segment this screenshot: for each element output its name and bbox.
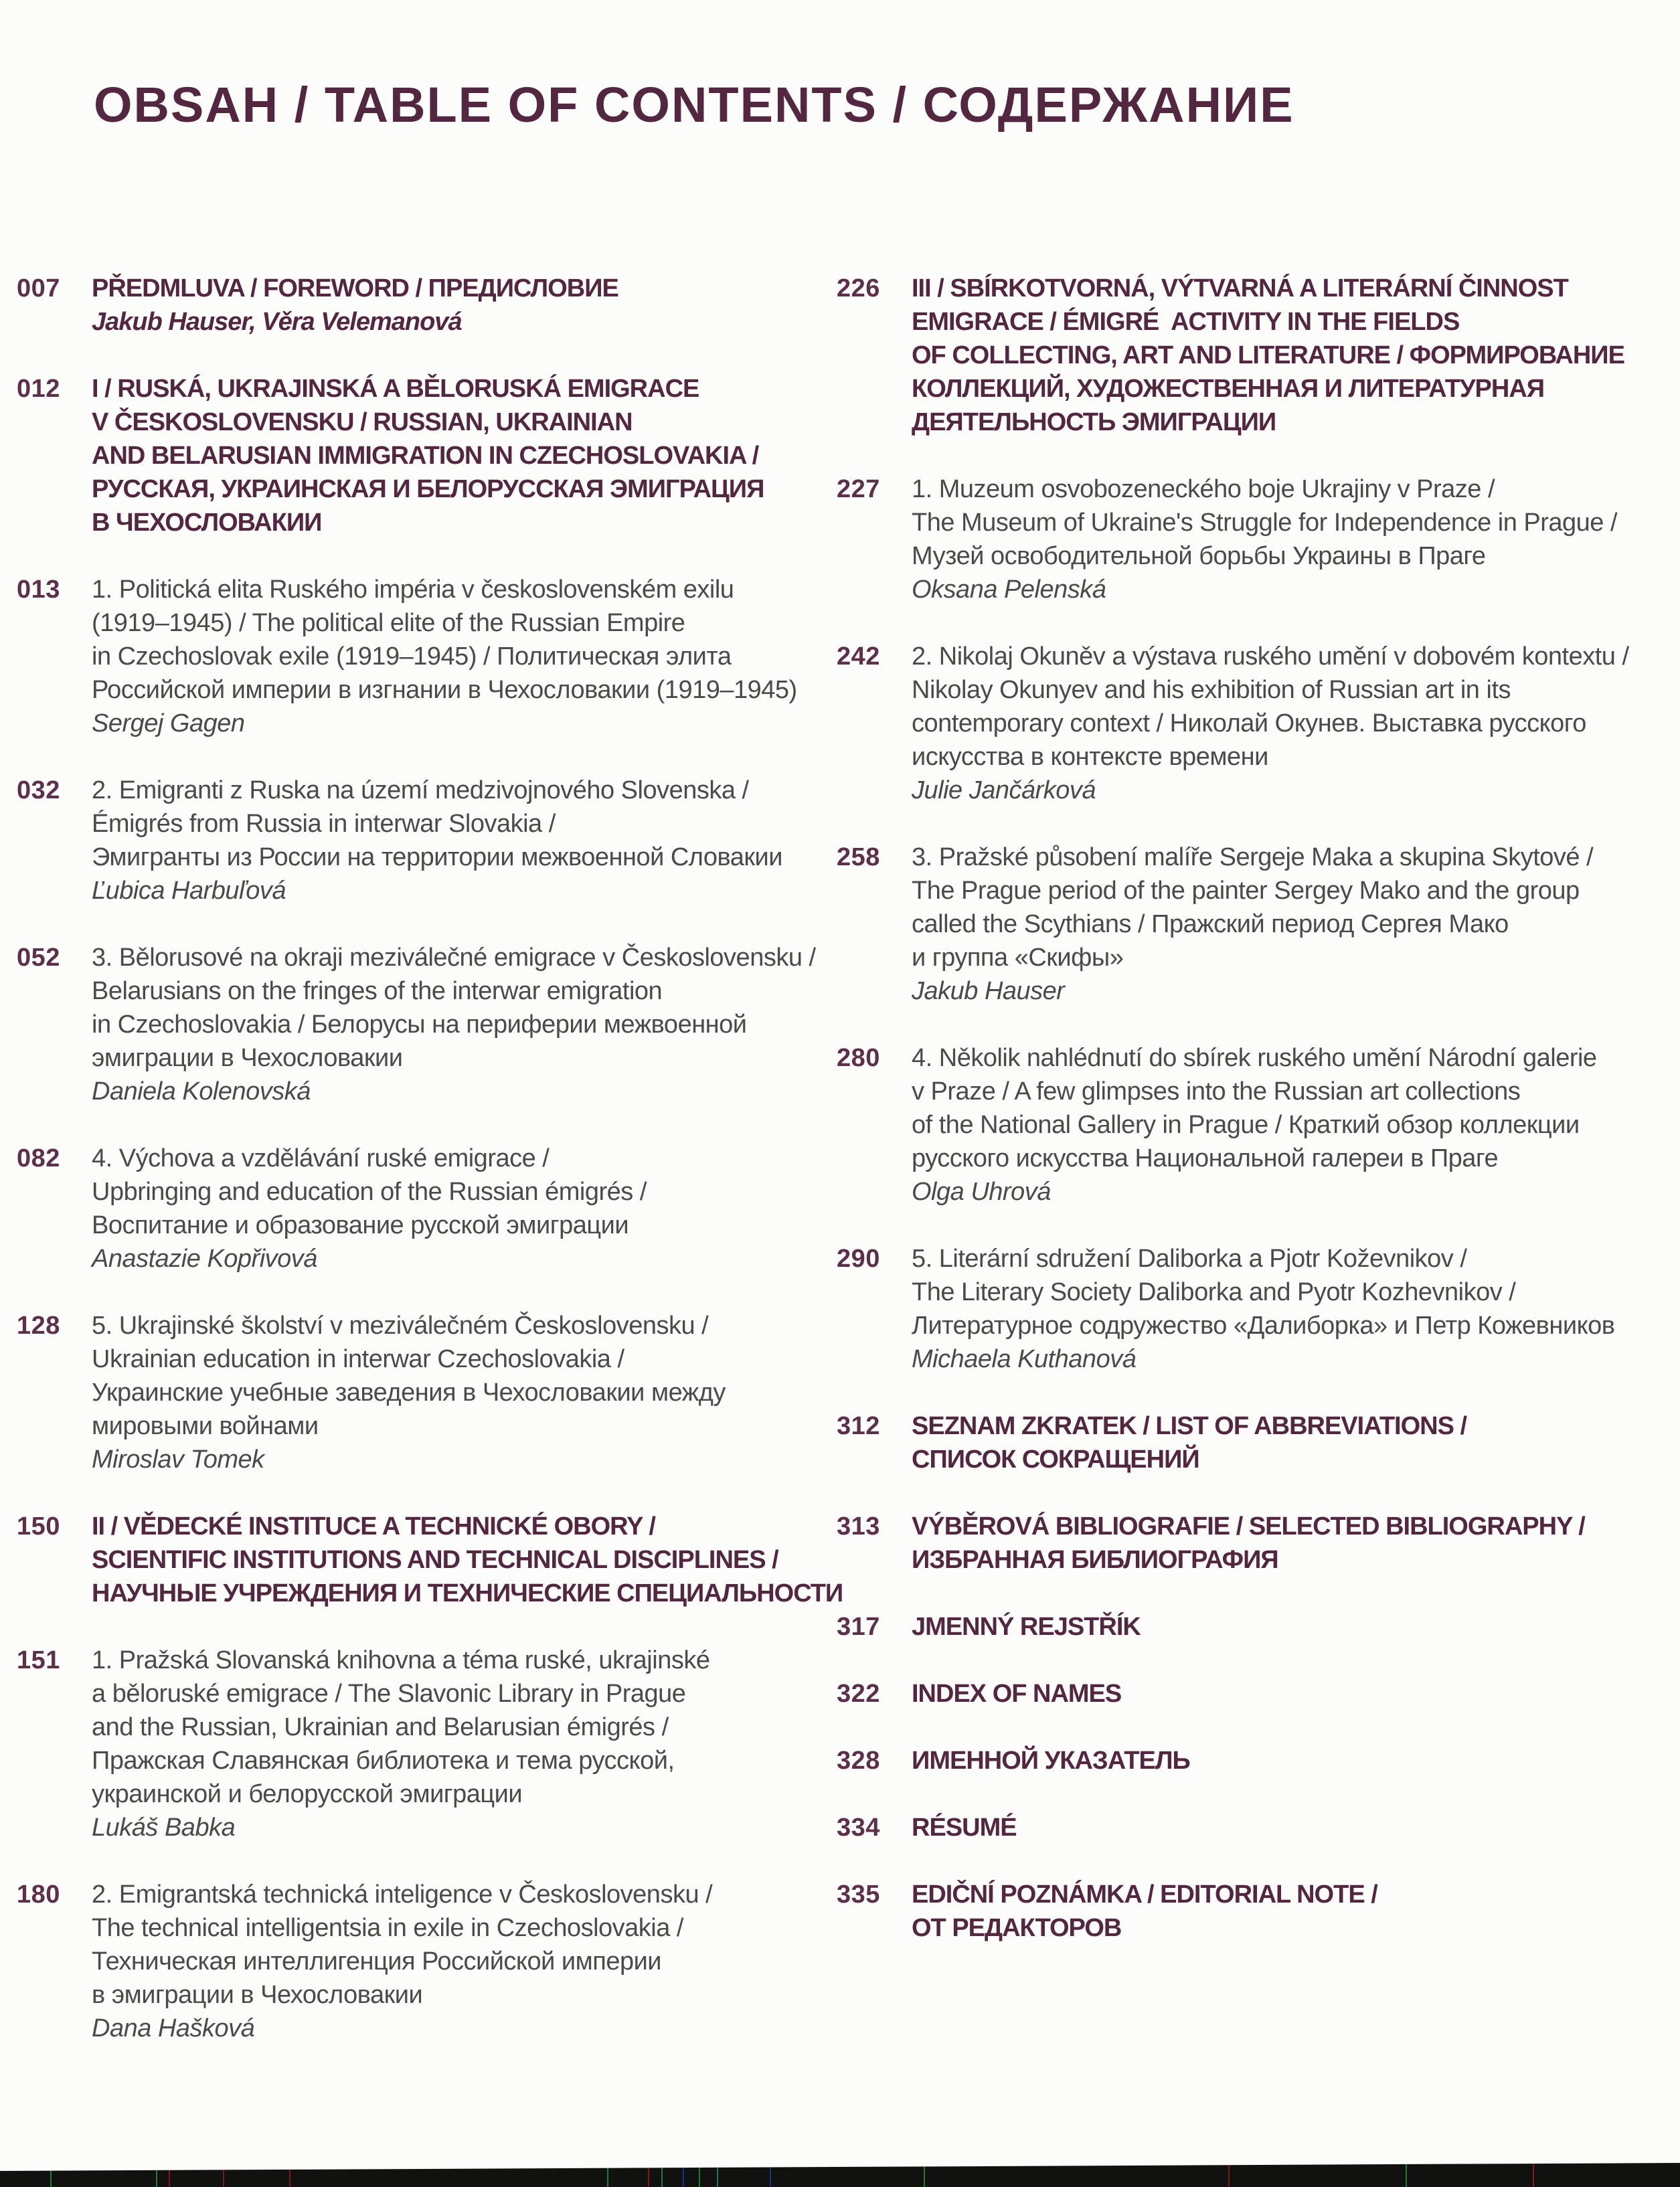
entry-line: Музей освободительной борьбы Украины в Праге	[912, 542, 1486, 570]
page-number: 013	[17, 576, 60, 604]
entry-line: 2. Nikolaj Okuněv a výstava ruského umění v dobovém kontextu /	[912, 642, 1629, 671]
scan-artifact-line	[717, 2160, 718, 2187]
toc-entry-007	[17, 272, 827, 339]
entry-line: INDEX OF NAMES	[912, 1680, 1122, 1708]
entry-line: 3. Bělorusové na okraji meziválečné emigrace v Československu /	[92, 944, 816, 972]
entry-line: OF COLLECTING, ART AND LITERATURE / ФОРМИРОВАНИЕ	[912, 341, 1624, 369]
entry-line: украинской и белорусской эмиграции	[92, 1780, 523, 1808]
scan-artifact-line	[770, 2160, 771, 2187]
entry-author: Olga Uhrová	[912, 1178, 1051, 1206]
scan-strip	[0, 2160, 1680, 2187]
toc-entry-013	[17, 573, 827, 740]
entry-line: AND BELARUSIAN IMMIGRATION IN CZECHOSLOVAKIA /	[92, 442, 759, 470]
scan-artifact-line	[1406, 2160, 1407, 2187]
toc-entry-227	[837, 472, 1653, 606]
toc-entry-322	[837, 1677, 1653, 1711]
scan-artifact-line	[289, 2160, 290, 2187]
entry-text	[912, 1510, 1585, 1577]
entry-line: Воспитание и образование русской эмиграции	[92, 1211, 629, 1239]
entry-line: РУССКАЯ, УКРАИНСКАЯ И БЕЛОРУССКАЯ ЭМИГРАЦИЯ	[92, 475, 764, 503]
toc-entry-290	[837, 1242, 1653, 1376]
toc-entry-052	[17, 941, 827, 1108]
toc-entry-151	[17, 1644, 827, 1844]
entry-author: Anastazie Kopřivová	[92, 1245, 317, 1273]
page-number: 317	[837, 1613, 880, 1641]
scan-artifact-line	[1533, 2160, 1534, 2187]
scan-artifact-line	[699, 2160, 700, 2187]
scan-artifact-line	[1228, 2160, 1230, 2187]
entry-line: Пражская Славянская библиотека и тема русской,	[92, 1747, 675, 1775]
page-number: 226	[837, 274, 880, 302]
entry-text	[912, 1811, 1017, 1844]
entry-line: in Czechoslovak exile (1919–1945) / Политическая элита	[92, 642, 732, 671]
entry-author: Jakub Hauser, Věra Velemanová	[92, 308, 462, 336]
entry-line: (1919–1945) / The political elite of the Russian Empire	[92, 609, 685, 637]
entry-line: 1. Politická elita Ruského impéria v československém exilu	[92, 576, 734, 604]
page-number: 151	[17, 1646, 60, 1674]
toc-entry-312	[837, 1409, 1653, 1476]
entry-line: The Museum of Ukraine's Struggle for Independence in Prague /	[912, 509, 1618, 537]
page-number: 227	[837, 475, 880, 503]
entry-line: и группа «Скифы»	[912, 944, 1124, 972]
scan-artifact-line	[607, 2160, 608, 2187]
entry-line: 4. Několik nahlédnutí do sbírek ruského umění Národní galerie	[912, 1044, 1597, 1072]
entry-line: Российской империи в изгнании в Чехословакии (1919–1945)	[92, 676, 797, 704]
entry-text	[92, 941, 816, 1108]
entry-line: VÝBĚROVÁ BIBLIOGRAFIE / SELECTED BIBLIOGRAPHY /	[912, 1512, 1585, 1541]
entry-text	[912, 272, 1624, 439]
entry-line: ИМЕННОЙ УКАЗАТЕЛЬ	[912, 1747, 1190, 1775]
entry-line: v Praze / A few glimpses into the Russian art collections	[912, 1077, 1521, 1106]
page-number: 313	[837, 1512, 880, 1541]
entry-line: of the National Gallery in Prague / Краткий обзор коллекции	[912, 1111, 1580, 1139]
entry-text	[92, 1510, 843, 1610]
toc-entry-328	[837, 1744, 1653, 1777]
entry-text	[912, 1242, 1614, 1376]
toc-columns	[17, 272, 1653, 2079]
entry-line: The technical intelligentsia in exile in Czechoslovakia /	[92, 1914, 683, 1942]
entry-line: 3. Pražské působení malíře Sergeje Maka a skupina Skytové /	[912, 843, 1594, 871]
scan-artifact-line	[648, 2160, 649, 2187]
page-number: 242	[837, 642, 880, 671]
page-number: 052	[17, 944, 60, 972]
entry-author: Daniela Kolenovská	[92, 1077, 311, 1106]
page-number: 007	[17, 274, 60, 302]
page-number: 322	[837, 1680, 880, 1708]
entry-line: 5. Ukrajinské školství v meziválečném Československu /	[92, 1312, 709, 1340]
entry-line: мировыми войнами	[92, 1412, 319, 1440]
entry-line: 1. Muzeum osvobozeneckého boje Ukrajiny v Praze /	[912, 475, 1495, 503]
entry-author: Miroslav Tomek	[92, 1446, 264, 1474]
toc-entry-180	[17, 1878, 827, 2045]
entry-text	[92, 774, 782, 907]
toc-entry-258	[837, 841, 1653, 1008]
entry-line: in Czechoslovakia / Белорусы на периферии межвоенной	[92, 1011, 747, 1039]
page-number: 334	[837, 1814, 880, 1842]
entry-line: 5. Literární sdružení Daliborka a Pjotr Koževnikov /	[912, 1245, 1467, 1273]
entry-line: and the Russian, Ukrainian and Belarusian émigrés /	[92, 1713, 669, 1741]
entry-line: Литературное содружество «Далиборка» и Петр Кожевников	[912, 1312, 1615, 1340]
entry-line: 2. Emigranti z Ruska na území medzivojnového Slovenska /	[92, 776, 749, 804]
toc-entry-032	[17, 774, 827, 907]
entry-line: КОЛЛЕКЦИЙ, ХУДОЖЕСТВЕННАЯ И ЛИТЕРАТУРНАЯ	[912, 375, 1545, 403]
entry-line: искусства в контексте времени	[912, 743, 1268, 771]
entry-author: Lukáš Babka	[92, 1814, 236, 1842]
entry-author: Jakub Hauser	[912, 977, 1065, 1005]
entry-line: Эмигранты из России на территории межвоенной Словакии	[92, 843, 783, 871]
page-number: 312	[837, 1412, 880, 1440]
entry-text	[912, 1409, 1466, 1476]
entry-line: НАУЧНЫЕ УЧРЕЖДЕНИЯ И ТЕХНИЧЕСКИЕ СПЕЦИАЛЬНОСТИ	[92, 1579, 843, 1607]
toc-entry-082	[17, 1142, 827, 1276]
toc-column-left	[17, 272, 843, 2079]
entry-line: II / VĚDECKÉ INSTITUCE A TECHNICKÉ OBORY /	[92, 1512, 655, 1541]
entry-line: Техническая интеллигенция Российской империи	[92, 1947, 662, 1976]
entry-text	[92, 272, 618, 339]
entry-line: PŘEDMLUVA / FOREWORD / ПРЕДИСЛОВИЕ	[92, 274, 618, 302]
page-number: 128	[17, 1312, 60, 1340]
entry-line: ОТ РЕДАКТОРОВ	[912, 1914, 1122, 1942]
page-number: 150	[17, 1512, 60, 1541]
entry-text	[92, 573, 797, 740]
toc-entry-280	[837, 1041, 1653, 1209]
entry-author: Sergej Gagen	[92, 709, 245, 737]
entry-line: 2. Emigrantská technická inteligence v Československu /	[92, 1880, 713, 1909]
entry-author: Oksana Pelenská	[912, 576, 1106, 604]
entry-line: Belarusians on the fringes of the interwar emigration	[92, 977, 663, 1005]
entry-line: EDIČNÍ POZNÁMKA / EDITORIAL NOTE /	[912, 1880, 1377, 1909]
entry-line: эмиграции в Чехословакии	[92, 1044, 403, 1072]
entry-author: Michaela Kuthanová	[912, 1345, 1137, 1373]
toc-entry-150	[17, 1510, 843, 1610]
entry-line: EMIGRACE / ÉMIGRÉ ACTIVITY IN THE FIELDS	[912, 308, 1460, 336]
entry-text	[912, 1610, 1141, 1644]
entry-line: SCIENTIFIC INSTITUTIONS AND TECHNICAL DISCIPLINES /	[92, 1546, 778, 1574]
entry-line: В ЧЕХОСЛОВАКИИ	[92, 509, 322, 537]
scan-artifact-line	[223, 2160, 224, 2187]
entry-line: JMENNÝ REJSTŘÍK	[912, 1613, 1141, 1641]
entry-text	[912, 1041, 1597, 1209]
entry-author: Ľubica Harbuľová	[92, 877, 286, 905]
entry-line: contemporary context / Николай Окунев. Выставка русского	[912, 709, 1586, 737]
entry-line: I / RUSKÁ, UKRAJINSKÁ A BĚLORUSKÁ EMIGRACE	[92, 375, 699, 403]
entry-line: ИЗБРАННАЯ БИБЛИОГРАФИЯ	[912, 1546, 1278, 1574]
entry-line: СПИСОК СОКРАЩЕНИЙ	[912, 1446, 1199, 1474]
entry-line: Nikolay Okunyev and his exhibition of Russian art in its	[912, 676, 1511, 704]
entry-text	[912, 472, 1617, 606]
toc-entry-334	[837, 1811, 1653, 1844]
toc-column-right	[837, 272, 1653, 2079]
scan-artifact-line	[50, 2160, 52, 2187]
entry-text	[912, 1878, 1377, 1945]
toc-entry-335	[837, 1878, 1653, 1945]
entry-line: Émigrés from Russia in interwar Slovakia /	[92, 810, 556, 838]
entry-line: III / SBÍRKOTVORNÁ, VÝTVARNÁ A LITERÁRNÍ ČINNOST	[912, 274, 1568, 302]
page-title: OBSAH / TABLE OF CONTENTS / СОДЕРЖАНИЕ	[94, 77, 1294, 133]
entry-text	[92, 1309, 726, 1476]
entry-text	[92, 1878, 712, 2045]
page-number: 290	[837, 1245, 880, 1273]
entry-line: called the Scythians / Пражский период Сергея Мако	[912, 910, 1509, 938]
scan-artifact-line	[683, 2160, 684, 2187]
entry-line: Украинские учебные заведения в Чехословакии между	[92, 1379, 726, 1407]
scan-artifact-line	[924, 2160, 925, 2187]
entry-line: The Literary Society Daliborka and Pyotr Kozhevnikov /	[912, 1278, 1516, 1306]
entry-line: The Prague period of the painter Sergey Mako and the group	[912, 877, 1580, 905]
toc-entry-317	[837, 1610, 1653, 1644]
entry-line: V ČESKOSLOVENSKU / RUSSIAN, UKRAINIAN	[92, 408, 633, 436]
page-number: 280	[837, 1044, 880, 1072]
scan-artifact-line	[169, 2160, 170, 2187]
entry-text	[912, 640, 1629, 807]
entry-author: Dana Hašková	[92, 2014, 255, 2042]
entry-text	[912, 1677, 1121, 1711]
entry-line: 4. Výchova a vzdělávání ruské emigrace /	[92, 1144, 550, 1172]
entry-text	[92, 1142, 647, 1276]
entry-text	[912, 841, 1593, 1008]
toc-entry-242	[837, 640, 1653, 807]
entry-line: русского искусства Национальной галереи в Праге	[912, 1144, 1499, 1172]
page-number: 012	[17, 375, 60, 403]
page-number: 180	[17, 1880, 60, 1909]
page-number: 082	[17, 1144, 60, 1172]
entry-line: SEZNAM ZKRATEK / LIST OF ABBREVIATIONS /	[912, 1412, 1467, 1440]
page-number: 328	[837, 1747, 880, 1775]
scan-artifact-line	[661, 2160, 663, 2187]
entry-line: RÉSUMÉ	[912, 1814, 1017, 1842]
scan-artifact-line	[156, 2160, 157, 2187]
entry-line: a běloruské emigrace / The Slavonic Library in Prague	[92, 1680, 686, 1708]
entry-text	[912, 1744, 1190, 1777]
toc-entry-226	[837, 272, 1653, 439]
entry-text	[92, 1644, 709, 1844]
toc-entry-012	[17, 372, 827, 539]
entry-line: Ukrainian education in interwar Czechoslovakia /	[92, 1345, 624, 1373]
toc-entry-128	[17, 1309, 827, 1476]
entry-author: Julie Jančárková	[912, 776, 1096, 804]
entry-line: Upbringing and education of the Russian émigrés /	[92, 1178, 647, 1206]
entry-text	[92, 372, 764, 539]
page-number: 335	[837, 1880, 880, 1909]
page-number: 258	[837, 843, 880, 871]
toc-entry-313	[837, 1510, 1653, 1577]
entry-line: в эмиграции в Чехословакии	[92, 1981, 423, 2009]
entry-line: ДЕЯТЕЛЬНОСТЬ ЭМИГРАЦИИ	[912, 408, 1276, 436]
entry-line: 1. Pražská Slovanská knihovna a téma ruské, ukrajinské	[92, 1646, 710, 1674]
page-number: 032	[17, 776, 60, 804]
